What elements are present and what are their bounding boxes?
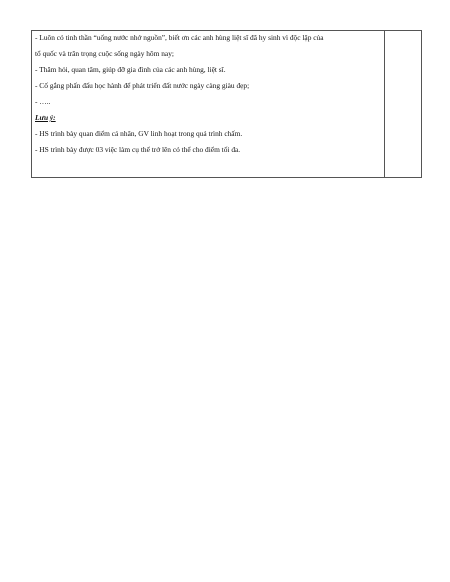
note-line-1: - HS trình bày quan điểm cá nhân, GV linh hoạt trong quá trình chấm. xyxy=(35,129,243,138)
score-cell xyxy=(385,31,422,178)
answer-content xyxy=(32,31,384,155)
content-line-3: - Thăm hỏi, quan tâm, giúp đỡ gia đình của các anh hùng, liệt sĩ. xyxy=(35,65,226,74)
content-line-4: - Cố gắng phấn đấu học hành để phát triển đất nước ngày càng giàu đẹp; xyxy=(35,81,250,90)
answer-content-cell xyxy=(32,31,385,178)
note-title: Lưu ý: xyxy=(35,113,56,122)
content-line-1: - Luôn có tinh thần “uống nước nhớ nguồn”, biết ơn các anh hùng liệt sĩ đã hy sinh vì độc lập của xyxy=(35,33,324,42)
content-line-5: - ….. xyxy=(35,97,51,106)
table-row xyxy=(32,31,422,178)
answer-table xyxy=(31,30,422,178)
note-line-2: - HS trình bày được 03 việc làm cụ thể trở lên có thể cho điểm tối đa. xyxy=(35,145,241,154)
content-line-2: tổ quốc và trân trọng cuộc sống ngày hôm nay; xyxy=(35,49,174,58)
